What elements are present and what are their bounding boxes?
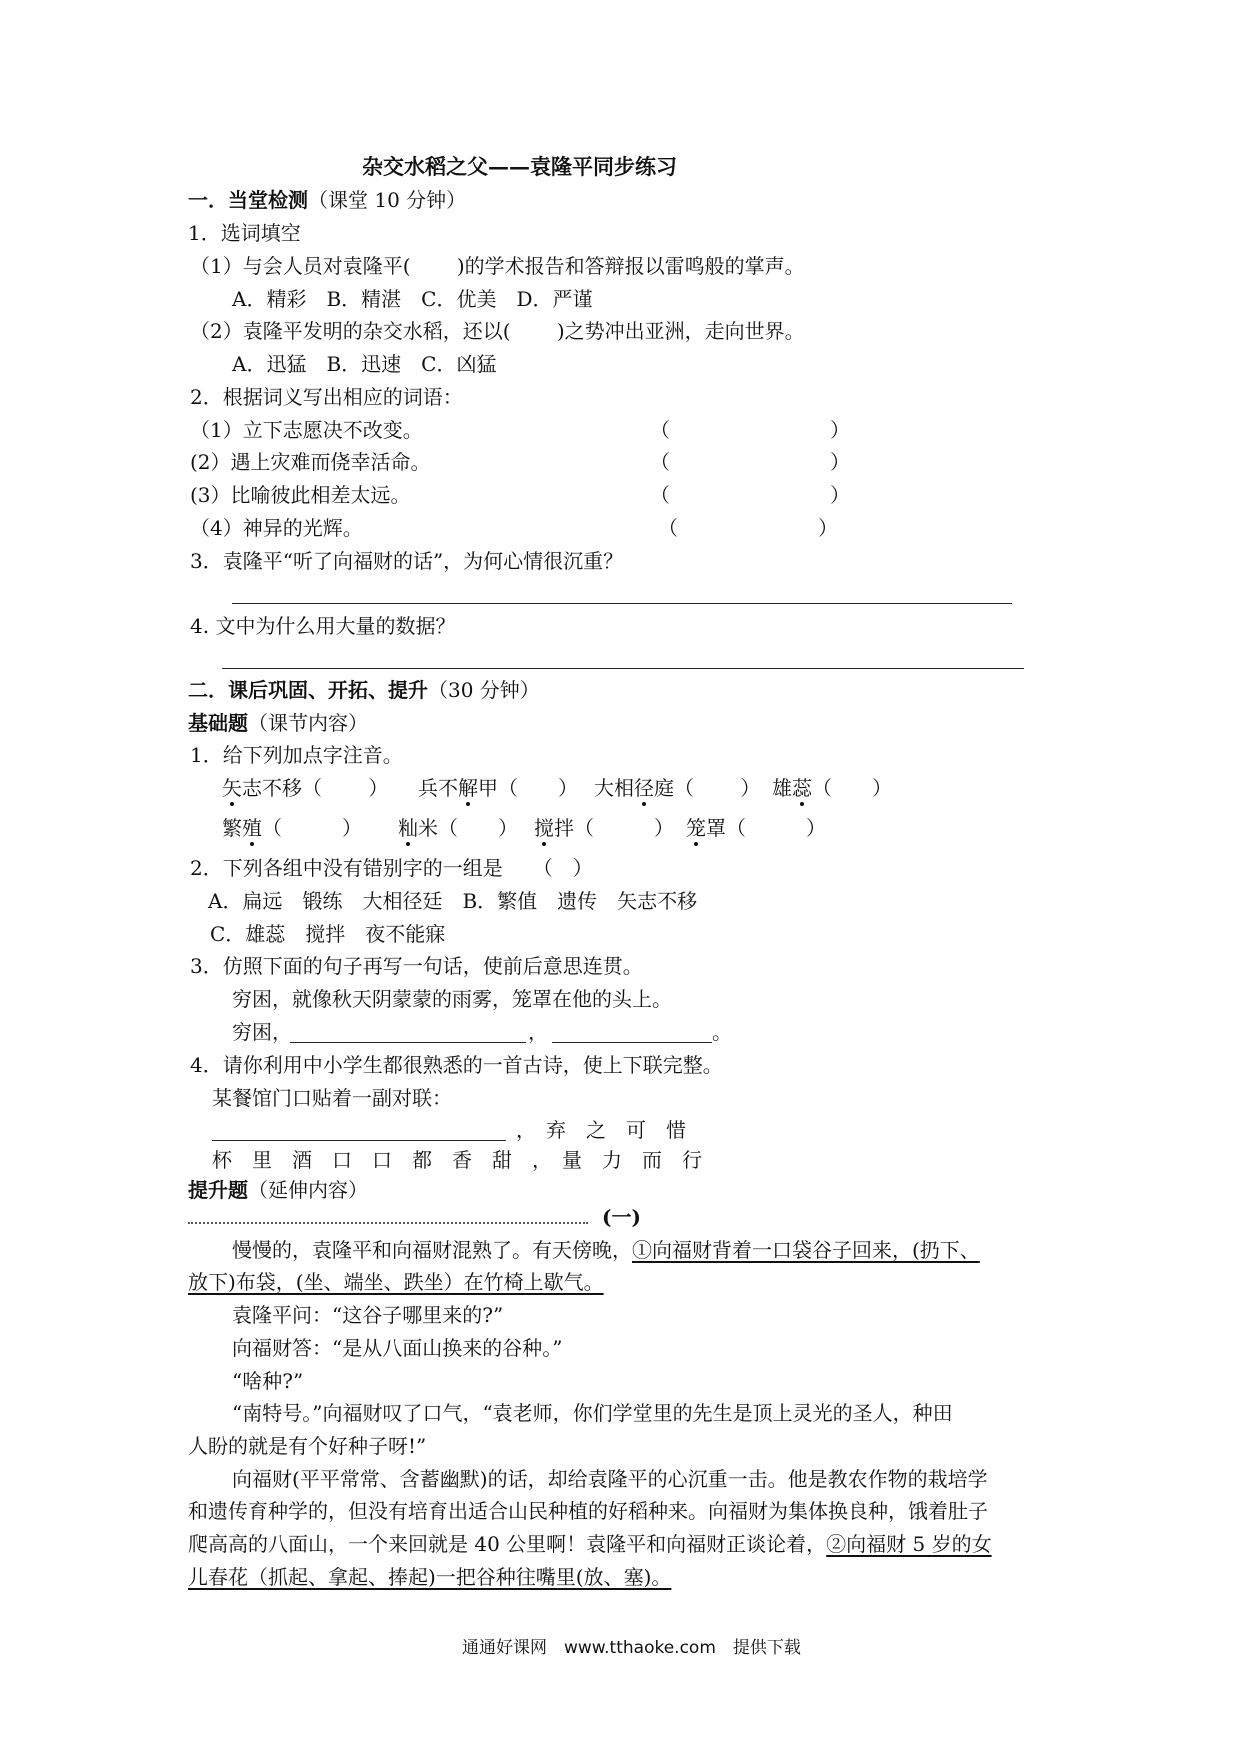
s2-q2-label: 2．下列各组中没有错别字的一组是 （ ） <box>190 856 593 880</box>
s2-q3-example: 穷困，就像秋天阴蒙蒙的雨雾，笼罩在他的头上。 <box>232 987 672 1011</box>
s2-q3-fill-mid: ， <box>528 1020 548 1044</box>
passage-line-4: “啥种?” <box>232 1369 304 1393</box>
s2-q4-couplet-line1: ， 弃 之 可 惜 <box>516 1118 686 1142</box>
basic-heading-line <box>188 709 368 737</box>
s1-q4: 4. 文中为什么用大量的数据？ <box>190 614 456 638</box>
passage-line-6a: 向福财(平平常常、含蓄幽默)的话，却给袁隆平的心沉重一击。他是教农作物的栽培学 <box>232 1467 988 1491</box>
page-title: 杂交水稻之父——袁隆平同步练习 <box>362 154 677 179</box>
s2-q3-fill-end: 。 <box>712 1020 732 1044</box>
s2-q1-row1-item-2: 兵不解甲（ ） <box>418 776 578 800</box>
passage-underline-1b: 放下)布袋，(坐、端坐、跌坐）在竹椅上歇气。 <box>188 1270 604 1294</box>
passage-line-3: 向福财答：“是从八面山换来的谷种。” <box>232 1336 563 1360</box>
passage-line-1: 慢慢的，袁隆平和向福财混熟了。有天傍晚，①向福财背着一口袋谷子回来，(扔下、 <box>232 1238 980 1262</box>
passage-underline-1a: ①向福财背着一口袋谷子回来，(扔下、 <box>632 1238 980 1262</box>
s1-q2-blank-3[interactable]: （ ） <box>650 483 850 507</box>
s2-q4-couplet-blank[interactable] <box>212 1140 506 1141</box>
s2-q2-options-1: A．扁远 锻练 大相径廷 B．繁值 遗传 矢志不移 <box>208 889 698 913</box>
s1-q2-blank-2[interactable]: （ ） <box>650 450 850 474</box>
s2-q3-blank-1[interactable] <box>290 1042 526 1043</box>
s2-q1-row2-item-2: 籼米（ ） <box>398 816 518 840</box>
s1-q2-item-2: (2）遇上灾难而侥幸活命。 <box>190 450 431 474</box>
s1-q1-options-1: A．精彩 B．精湛 C．优美 D．严谨 <box>232 287 593 311</box>
page-footer: 通通好课网 www.tthaoke.com 提供下载 <box>462 1638 801 1658</box>
s2-q2-options-2: C．雄蕊 搅拌 夜不能寐 <box>210 922 446 946</box>
s2-q3-blank-2[interactable] <box>552 1042 712 1043</box>
passage-line-2: 袁隆平问：“这谷子哪里来的?” <box>232 1303 504 1327</box>
s1-q1-sentence-2: （2）袁隆平发明的杂交水稻，还以( )之势冲出亚洲，走向世界。 <box>190 319 805 343</box>
s2-q1-row2-item-3: 搅拌（ ） <box>534 816 674 840</box>
section2-heading: 二．课后巩固、开拓、提升 <box>188 678 428 702</box>
section1-time: （课堂 10 分钟） <box>308 188 467 212</box>
s2-q3-fill-start: 穷困， <box>232 1020 292 1044</box>
s2-q1-row1-item-4: 雄蕊（ ） <box>772 776 892 800</box>
s2-q3-label: 3．仿照下面的句子再写一句话，使前后意思连贯。 <box>190 954 643 978</box>
s2-q4-couplet-line2: 杯 里 酒 口 口 都 香 甜 ， 量 力 而 行 <box>212 1148 702 1172</box>
passage-label: (一) <box>602 1205 641 1229</box>
basic-heading: 基础题 <box>188 711 248 735</box>
s1-q3: 3．袁隆平“听了向福财的话”，为何心情很沉重？ <box>190 549 624 573</box>
s1-q1-label: 1．选词填空 <box>188 221 301 245</box>
s2-q1-row1-item-1: 矢志不移（ ） <box>222 776 389 800</box>
s1-q2-item-3: (3）比喻彼此相差太远。 <box>190 483 411 507</box>
passage-dotted-leader <box>188 1222 588 1224</box>
s1-q1-options-2: A．迅猛 B．迅速 C．凶猛 <box>232 352 497 376</box>
s2-q1-row2-item-1: 繁殖（ ） <box>222 816 362 840</box>
s1-q1-sentence-1: （1）与会人员对袁隆平( )的学术报告和答辩报以雷鸣般的掌声。 <box>190 254 805 278</box>
passage-line-6b: 和遗传育种学的，但没有培育出适合山民种植的好稻种来。向福财为集体换良种，饿着肚子 <box>188 1499 988 1523</box>
section1-heading: 一．当堂检测 <box>188 188 308 212</box>
s2-q1-row2-item-4: 笼罩（ ） <box>686 816 826 840</box>
section1-heading-line <box>188 186 466 214</box>
s1-q2-label: 2．根据词义写出相应的词语： <box>190 385 463 409</box>
s1-q2-item-4: （4）神异的光辉。 <box>190 516 363 540</box>
s1-q2-blank-1[interactable]: （ ） <box>650 418 850 442</box>
passage-line-5b: 人盼的就是有个好种子呀!” <box>188 1434 427 1458</box>
section2-heading-line <box>188 676 540 704</box>
passage-line-6c: 爬高高的八面山，一个来回就是 40 公里啊！袁隆平和向福财正谈论着，②向福财 5 岁的女 <box>188 1532 992 1556</box>
basic-sub: （课节内容） <box>248 711 368 735</box>
s2-q1-label: 1．给下列加点字注音。 <box>190 743 403 767</box>
s2-q1-row1-item-3: 大相径庭（ ） <box>594 776 761 800</box>
s1-q3-answer-line[interactable] <box>232 603 1012 604</box>
advance-heading: 提升题 <box>188 1178 248 1202</box>
passage-underline-2a: ②向福财 5 岁的女 <box>826 1532 992 1556</box>
advance-heading-line <box>188 1176 368 1204</box>
passage-underline-2b: 儿春花（抓起、拿起、捧起)一把谷种往嘴里(放、塞)。 <box>188 1565 672 1589</box>
s2-q4-intro: 某餐馆门口贴着一副对联： <box>212 1086 452 1110</box>
advance-sub: （延伸内容） <box>248 1178 368 1202</box>
s2-q4-label: 4．请你利用中小学生都很熟悉的一首古诗，使上下联完整。 <box>190 1053 723 1077</box>
passage-line-5a: “南特号。”向福财叹了口气，“袁老师，你们学堂里的先生是顶上灵光的圣人，种田 <box>232 1401 953 1425</box>
s1-q4-answer-line[interactable] <box>222 668 1024 669</box>
s1-q2-item-1: （1）立下志愿决不改变。 <box>190 418 423 442</box>
section2-time: （30 分钟） <box>428 678 540 702</box>
s1-q2-blank-4[interactable]: （ ） <box>658 516 838 540</box>
